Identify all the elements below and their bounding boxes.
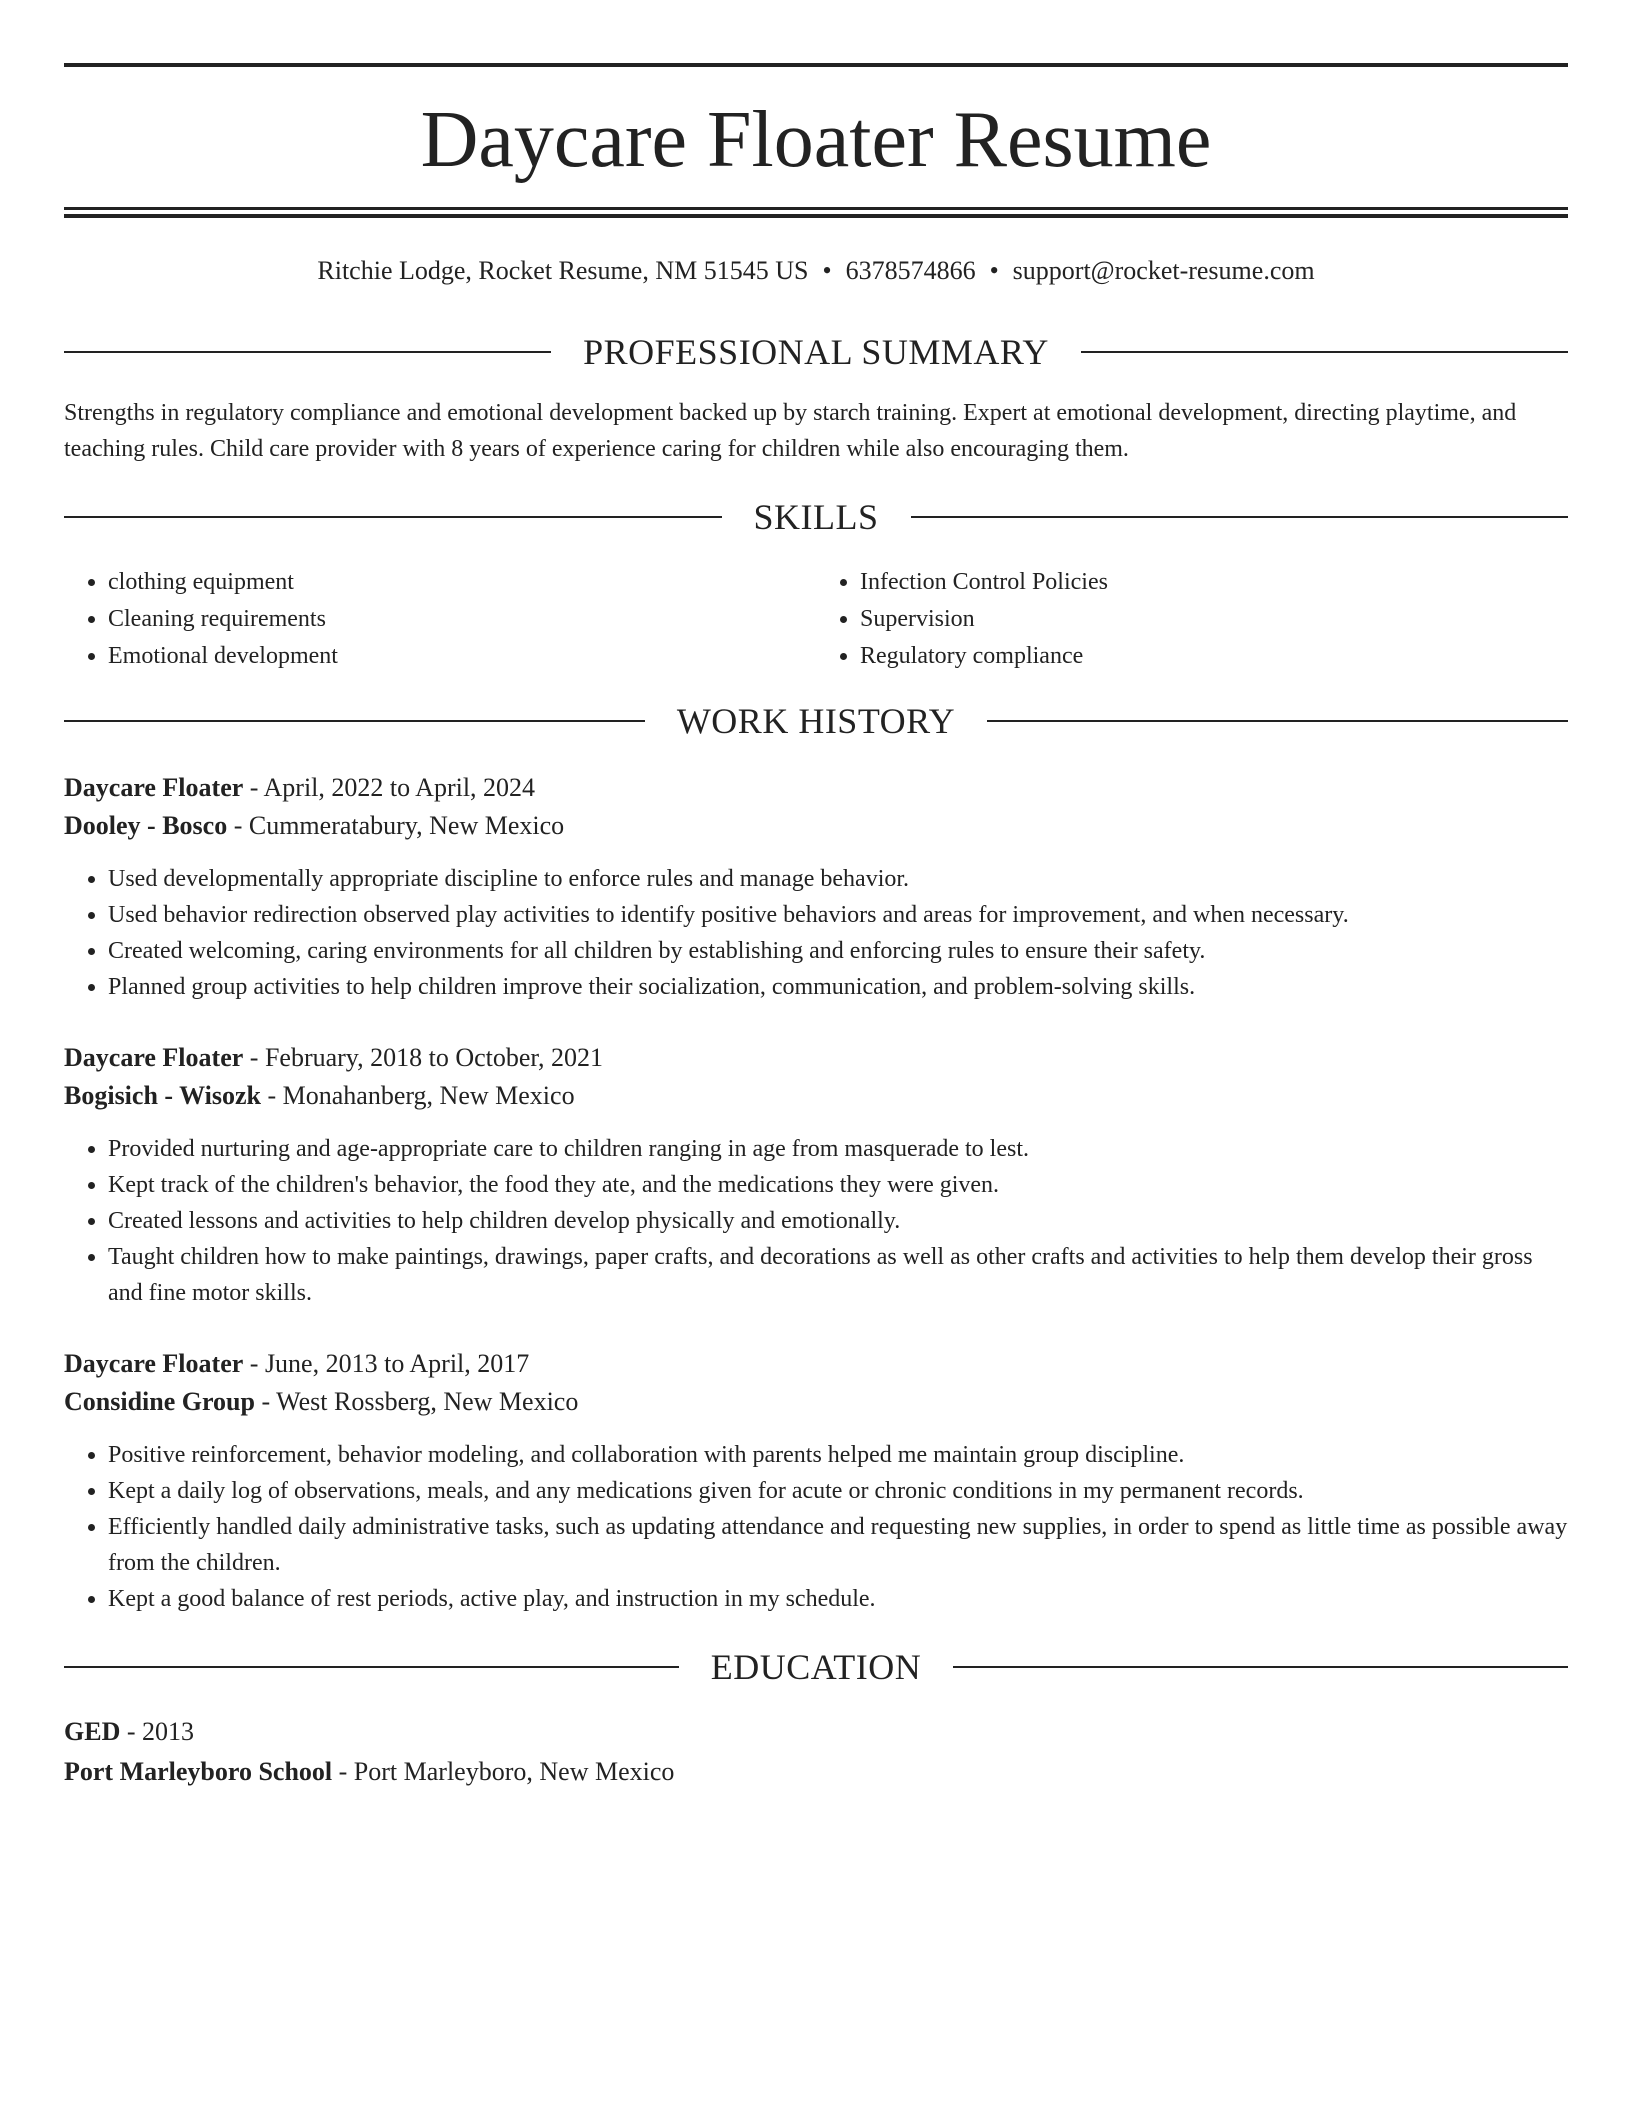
skill-item: • Cleaning requirements xyxy=(108,601,816,638)
top-rule xyxy=(64,63,1568,67)
job-title: Daycare Floater xyxy=(64,773,244,802)
job-company-line xyxy=(64,1383,1568,1421)
contact-line xyxy=(64,254,1568,288)
heading-rule xyxy=(987,720,1568,722)
section-heading-label: PROFESSIONAL SUMMARY xyxy=(583,332,1049,372)
skill-item: • clothing equipment xyxy=(108,564,816,601)
job-bullet: • Efficiently handled daily administrative tasks, such as updating attendance and requesting new supplies, in order to spend as little time as possible away from the children. xyxy=(108,1509,1568,1581)
job-title-line xyxy=(64,1345,1568,1383)
job-bullet: • Used behavior redirection observed play activities to identify positive behaviors and areas for improvement, and when necessary. xyxy=(108,897,1568,933)
heading-rule xyxy=(64,1666,679,1668)
skill-item: • Infection Control Policies xyxy=(860,564,1568,601)
section-heading-label: SKILLS xyxy=(753,497,879,537)
section-heading-education xyxy=(64,1645,1568,1689)
job-bullet: • Created welcoming, caring environments for all children by establishing and enforcing rules to ensure their safety. xyxy=(108,933,1568,969)
heading-rule xyxy=(64,351,551,353)
skills-list xyxy=(64,564,1568,675)
job-bullet: • Used developmentally appropriate discipline to enforce rules and manage behavior. xyxy=(108,861,1568,897)
job-dates: - February, 2018 to October, 2021 xyxy=(243,1043,604,1072)
education-school-line xyxy=(64,1753,1568,1791)
section-heading-work xyxy=(64,699,1568,743)
skills-column-right xyxy=(816,564,1568,675)
section-heading-label: EDUCATION xyxy=(710,1647,922,1687)
job-dates: - April, 2022 to April, 2024 xyxy=(243,773,536,802)
section-heading-summary xyxy=(64,330,1568,374)
job-location: - Monahanberg, New Mexico xyxy=(260,1081,575,1110)
job-bullet: • Kept track of the children's behavior, the food they ate, and the medications they were given. xyxy=(108,1167,1568,1203)
job-entry xyxy=(64,769,1568,1005)
job-company: Considine Group xyxy=(64,1387,255,1416)
job-bullet: • Kept a good balance of rest periods, active play, and instruction in my schedule. xyxy=(108,1581,1568,1617)
job-location: - Cummeratabury, New Mexico xyxy=(227,811,565,840)
job-company-line xyxy=(64,807,1568,845)
contact-separator: • xyxy=(989,256,999,285)
heading-rule xyxy=(64,720,645,722)
contact-phone: 6378574866 xyxy=(845,256,976,285)
job-location: - West Rossberg, New Mexico xyxy=(254,1387,579,1416)
job-bullet: • Kept a daily log of observations, meals, and any medications given for acute or chronic conditions in my permanent records. xyxy=(108,1473,1568,1509)
education-entry xyxy=(64,1713,1568,1791)
education-degree-line xyxy=(64,1713,1568,1751)
job-entry xyxy=(64,1039,1568,1311)
job-bullets xyxy=(64,1131,1568,1311)
job-entry xyxy=(64,1345,1568,1617)
education-year: - 2013 xyxy=(120,1717,195,1746)
summary-text: Strengths in regulatory compliance and emotional development backed up by starch training. Expert at emotional development, directing playtime, and teaching rules. Child care provider with 8 years of experience caring for children while also encouraging them. xyxy=(64,400,1517,462)
job-company: Dooley - Bosco xyxy=(64,811,228,840)
job-title-line xyxy=(64,769,1568,807)
contact-separator: • xyxy=(822,256,832,285)
heading-rule xyxy=(1081,351,1568,353)
skill-item: • Supervision xyxy=(860,601,1568,638)
job-bullet: • Provided nurturing and age-appropriate care to children ranging in age from masquerade to lest. xyxy=(108,1131,1568,1167)
skill-item: • Regulatory compliance xyxy=(860,638,1568,675)
job-dates: - June, 2013 to April, 2017 xyxy=(243,1349,530,1378)
job-bullet: • Taught children how to make paintings, drawings, paper crafts, and decorations as well as other crafts and activities to help them develop their gross and fine motor skills. xyxy=(108,1239,1568,1311)
job-bullet: • Positive reinforcement, behavior modeling, and collaboration with parents helped me maintain group discipline. xyxy=(108,1437,1568,1473)
contact-email: support@rocket-resume.com xyxy=(1012,256,1315,285)
job-company: Bogisich - Wisozk xyxy=(64,1081,261,1110)
job-title: Daycare Floater xyxy=(64,1349,244,1378)
section-heading-skills xyxy=(64,495,1568,539)
job-bullet: • Planned group activities to help children improve their socialization, communication, and problem-solving skills. xyxy=(108,969,1568,1005)
education-degree: GED xyxy=(64,1717,121,1746)
resume-title: Daycare Floater Resume xyxy=(420,96,1212,184)
heading-rule xyxy=(911,516,1569,518)
skill-item: • Emotional development xyxy=(108,638,816,675)
job-title: Daycare Floater xyxy=(64,1043,244,1072)
job-bullet: • Created lessons and activities to help children develop physically and emotionally. xyxy=(108,1203,1568,1239)
heading-rule xyxy=(64,516,722,518)
education-school: Port Marleyboro School xyxy=(64,1757,333,1786)
education-location: - Port Marleyboro, New Mexico xyxy=(332,1757,675,1786)
job-bullets xyxy=(64,861,1568,1005)
job-title-line xyxy=(64,1039,1568,1077)
section-heading-label: WORK HISTORY xyxy=(676,701,956,741)
job-company-line xyxy=(64,1077,1568,1115)
heading-rule xyxy=(953,1666,1568,1668)
skills-column-left xyxy=(64,564,816,675)
title-double-rule xyxy=(64,207,1568,218)
job-bullets xyxy=(64,1437,1568,1617)
contact-address: Ritchie Lodge, Rocket Resume, NM 51545 US xyxy=(317,256,809,285)
